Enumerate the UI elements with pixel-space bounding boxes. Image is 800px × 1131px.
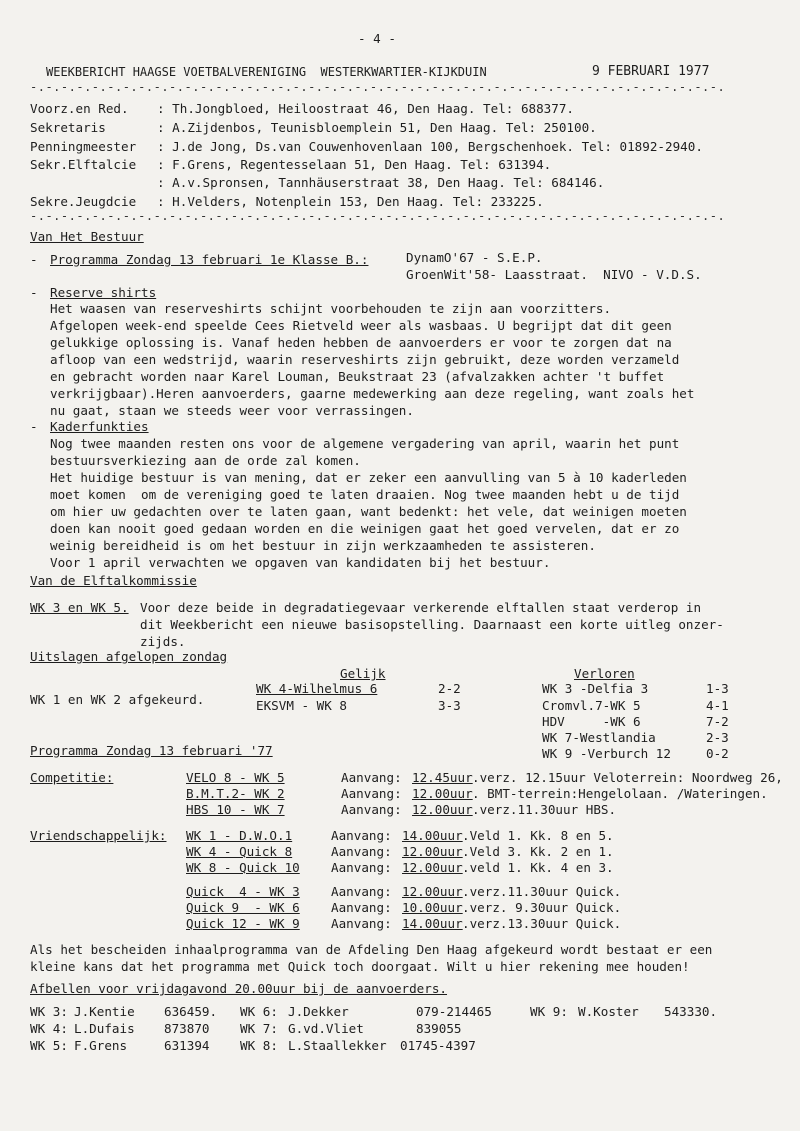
masthead-title: WEEKBERICHT HAAGSE VOETBALVERENIGING WESTERKWARTIER-KIJKDUIN: [46, 65, 487, 79]
official-info: : A.Zijdenbos, Teunisbloemplein 51, Den Haag. Tel: 250100.: [157, 120, 597, 135]
aanvang-details: .verz.11.30uur HBS.: [472, 802, 617, 817]
aanvang-label: Aanvang:: [341, 770, 402, 785]
afbellen-team: WK 3:: [30, 1004, 68, 1019]
aanvang-label: Aanvang:: [331, 828, 392, 843]
verloren-match: WK 7-Westlandia: [542, 730, 656, 745]
verloren-score: 7-2: [706, 714, 729, 729]
paragraph-line: Het huidige bestuur is van mening, dat er zeker een aanvulling van 5 à 10 kaderleden: [50, 470, 687, 485]
bullet-dash: -: [30, 252, 38, 267]
subheading-reserve-shirts: Reserve shirts: [50, 285, 157, 300]
verloren-score: 4-1: [706, 698, 729, 713]
official-role: Voorz.en Red.: [30, 101, 129, 116]
vriendschappelijk-label: Vriendschappelijk:: [30, 828, 167, 843]
paragraph-line: Als het bescheiden inhaalprogramma van de Afdeling Den Haag afgekeurd wordt bestaat er een: [30, 942, 713, 957]
competitie-label: Competitie:: [30, 770, 114, 785]
aanvang-time: 14.00uur: [402, 916, 463, 931]
competitie-match: HBS 10 - WK 7: [186, 802, 285, 817]
afbellen-phone: 839055: [416, 1021, 462, 1036]
aanvang-time: 10.00uur: [402, 900, 463, 915]
afbellen-team: WK 7:: [240, 1021, 278, 1036]
gelijk-score: 2-2: [438, 681, 461, 696]
afbellen-phone: 631394: [164, 1038, 210, 1053]
subheading-kaderfunkties: Kaderfunkties: [50, 419, 149, 434]
vriend-match: Quick 9 - WK 6: [186, 900, 300, 915]
aanvang-label: Aanvang:: [331, 844, 392, 859]
paragraph-line: Voor deze beide in degradatiegevaar verkerende elftallen staat verderop in: [140, 600, 702, 615]
programma-heading: Programma Zondag 13 februari '77: [30, 743, 273, 758]
separator-bottom: -.-.-.-.-.-.-.-.-.-.-.-.-.-.-.-.-.-.-.-.-.-.-.-.-.-.-.-.-.-.-.-.-.-.-.-.-.-.-.-.-.-.-.-.-.: [30, 209, 726, 223]
gelijk-score: 3-3: [438, 698, 461, 713]
gelijk-match: EKSVM - WK 8: [256, 698, 347, 713]
intro-team-label: WK 3 en WK 5.: [30, 600, 129, 615]
afbellen-team: WK 5:: [30, 1038, 68, 1053]
paragraph-line: afloop van een wedstrijd, waarin reserveshirts zijn gebruikt, deze worden verzameld: [50, 352, 680, 367]
aanvang-time: 14.00uur: [402, 828, 463, 843]
afbellen-team: WK 9:: [530, 1004, 568, 1019]
aanvang-details: .verz. 9.30uur Quick.: [462, 900, 622, 915]
afbellen-phone: 01745-4397: [400, 1038, 476, 1053]
page-number: - 4 -: [358, 31, 396, 46]
paragraph-line: zijds.: [140, 634, 186, 649]
gelijk-heading: Gelijk: [340, 666, 386, 681]
official-info: : J.de Jong, Ds.van Couwenhovenlaan 100, Bergschenhoek. Tel: 01892-2940.: [157, 139, 703, 154]
vriend-match: WK 8 - Quick 10: [186, 860, 300, 875]
afbellen-heading: Afbellen voor vrijdagavond 20.00uur bij de aanvoerders.: [30, 981, 448, 996]
vriend-match: Quick 4 - WK 3: [186, 884, 300, 899]
official-role: Sekretaris: [30, 120, 106, 135]
paragraph-line: gelukkige oplossing is. Vanaf heden hebben de aanvoerders er voor te zorgen dat na: [50, 335, 672, 350]
aanvang-time: 12.00uur: [412, 786, 473, 801]
verloren-score: 1-3: [706, 681, 729, 696]
official-info: : H.Velders, Notenplein 153, Den Haag. Tel: 233225.: [157, 194, 544, 209]
paragraph-line: Nog twee maanden resten ons voor de algemene vergadering van april, waarin het punt: [50, 436, 680, 451]
aanvang-details: .verz.11.30uur Quick.: [462, 884, 622, 899]
official-info: : A.v.Spronsen, Tannhäuserstraat 38, Den Haag. Tel: 684146.: [157, 175, 605, 190]
official-role: Sekr.Elftalcie: [30, 157, 137, 172]
aanvang-time: 12.00uur: [402, 884, 463, 899]
afbellen-name: J.Kentie: [74, 1004, 135, 1019]
paragraph-line: dit Weekbericht een nieuwe basisopstelling. Daarnaast een korte uitleg onzer-: [140, 617, 724, 632]
verloren-match: WK 9 -Verburch 12: [542, 746, 671, 761]
aanvang-label: Aanvang:: [341, 786, 402, 801]
afbellen-team: WK 6:: [240, 1004, 278, 1019]
afbellen-name: F.Grens: [74, 1038, 128, 1053]
gelijk-match: WK 4-Wilhelmus 6: [256, 681, 378, 696]
paragraph-line: weinig bereidheid is om het bestuur in zijn werkzaamheden te assisteren.: [50, 538, 596, 553]
afbellen-name: G.vd.Vliet: [288, 1021, 364, 1036]
afbellen-phone: 873870: [164, 1021, 210, 1036]
paragraph-line: om hier uw gedachten over te laten gaan, want bedenkt: het vele, dat weinigen moeten: [50, 504, 687, 519]
aanvang-time: 12.45uur: [412, 770, 473, 785]
paragraph-line: doen kan nooit goed gedaan worden en die weinigen gaat het goed vervelen, dat er zo: [50, 521, 680, 536]
verloren-match: HDV -WK 6: [542, 714, 641, 729]
aanvang-details: .veld 1. Kk. 4 en 3.: [462, 860, 614, 875]
paragraph-line: Voor 1 april verwachten we opgaven van kandidaten bij het bestuur.: [50, 555, 551, 570]
programma-klasse-line1: DynamO'67 - S.E.P.: [406, 250, 543, 265]
afbellen-team: WK 8:: [240, 1038, 278, 1053]
paragraph-line: moet komen om de vereniging goed te laten draaien. Nog twee maanden hebt u de tijd: [50, 487, 680, 502]
programma-klasse-label: Programma Zondag 13 februari 1e Klasse B.:: [50, 252, 369, 267]
bullet-dash: -: [30, 285, 38, 300]
aanvang-label: Aanvang:: [341, 802, 402, 817]
official-info: : F.Grens, Regentesselaan 51, Den Haag. Tel: 631394.: [157, 157, 552, 172]
vriend-match: WK 4 - Quick 8: [186, 844, 293, 859]
aanvang-details: .Veld 3. Kk. 2 en 1.: [462, 844, 614, 859]
programma-klasse-line2: GroenWit'58- Laasstraat. NIVO - V.D.S.: [406, 267, 702, 282]
competitie-match: B.M.T.2- WK 2: [186, 786, 285, 801]
verloren-match: WK 3 -Delfia 3: [542, 681, 649, 696]
paragraph-line: Afgelopen week-end speelde Cees Rietveld weer als wasbaas. U begrijpt dat dit geen: [50, 318, 672, 333]
uitslagen-heading: Uitslagen afgelopen zondag: [30, 649, 228, 664]
aanvang-time: 12.00uur: [402, 860, 463, 875]
aanvang-details: .Veld 1. Kk. 8 en 5.: [462, 828, 614, 843]
verloren-match: Cromvl.7-WK 5: [542, 698, 641, 713]
afbellen-name: J.Dekker: [288, 1004, 349, 1019]
paragraph-line: nu gaat, staan we steeds weer voor verrassingen.: [50, 403, 414, 418]
section-heading-bestuur: Van Het Bestuur: [30, 229, 144, 244]
afgekeurd-note: WK 1 en WK 2 afgekeurd.: [30, 692, 205, 707]
afbellen-phone: 543330.: [664, 1004, 718, 1019]
afbellen-phone: 636459.: [164, 1004, 218, 1019]
aanvang-time: 12.00uur: [412, 802, 473, 817]
afbellen-name: W.Koster: [578, 1004, 639, 1019]
official-role: Sekre.Jeugdcie: [30, 194, 137, 209]
verloren-score: 2-3: [706, 730, 729, 745]
paragraph-line: verkrijgbaar).Heren aanvoerders, gaarne medewerking aan deze regeling, want zoals het: [50, 386, 695, 401]
aanvang-label: Aanvang:: [331, 860, 392, 875]
aanvang-details: . BMT-terrein:Hengelolaan. /Wateringen.: [472, 786, 768, 801]
official-info: : Th.Jongbloed, Heiloostraat 46, Den Haag. Tel: 688377.: [157, 101, 575, 116]
paragraph-line: en gebracht worden naar Karel Louman, Beukstraat 23 (afvalzakken achter 't buffet: [50, 369, 665, 384]
paragraph-line: Het waasen van reserveshirts schijnt voorbehouden te zijn aan voorzitters.: [50, 301, 612, 316]
afbellen-name: L.Dufais: [74, 1021, 135, 1036]
aanvang-details: .verz.13.30uur Quick.: [462, 916, 622, 931]
paragraph-line: bestuursverkiezing aan de orde zal komen.: [50, 453, 361, 468]
aanvang-details: .verz. 12.15uur Veloterrein: Noordweg 26,: [472, 770, 783, 785]
aanvang-label: Aanvang:: [331, 900, 392, 915]
section-heading-elftalkommissie: Van de Elftalkommissie: [30, 573, 197, 588]
aanvang-label: Aanvang:: [331, 884, 392, 899]
bullet-dash: -: [30, 419, 38, 434]
afbellen-team: WK 4:: [30, 1021, 68, 1036]
aanvang-time: 12.00uur: [402, 844, 463, 859]
paragraph-line: kleine kans dat het programma met Quick toch doorgaat. Wilt u hier rekening mee houden!: [30, 959, 690, 974]
verloren-heading: Verloren: [574, 666, 635, 681]
aanvang-label: Aanvang:: [331, 916, 392, 931]
afbellen-name: L.Staallekker: [288, 1038, 387, 1053]
official-role: Penningmeester: [30, 139, 137, 154]
masthead-date: 9 FEBRUARI 1977: [592, 64, 710, 79]
afbellen-phone: 079-214465: [416, 1004, 492, 1019]
vriend-match: Quick 12 - WK 9: [186, 916, 300, 931]
verloren-score: 0-2: [706, 746, 729, 761]
vriend-match: WK 1 - D.W.O.1: [186, 828, 293, 843]
separator-top: -.-.-.-.-.-.-.-.-.-.-.-.-.-.-.-.-.-.-.-.-.-.-.-.-.-.-.-.-.-.-.-.-.-.-.-.-.-.-.-.-.-.-.-.-.: [30, 80, 726, 94]
competitie-match: VELO 8 - WK 5: [186, 770, 285, 785]
